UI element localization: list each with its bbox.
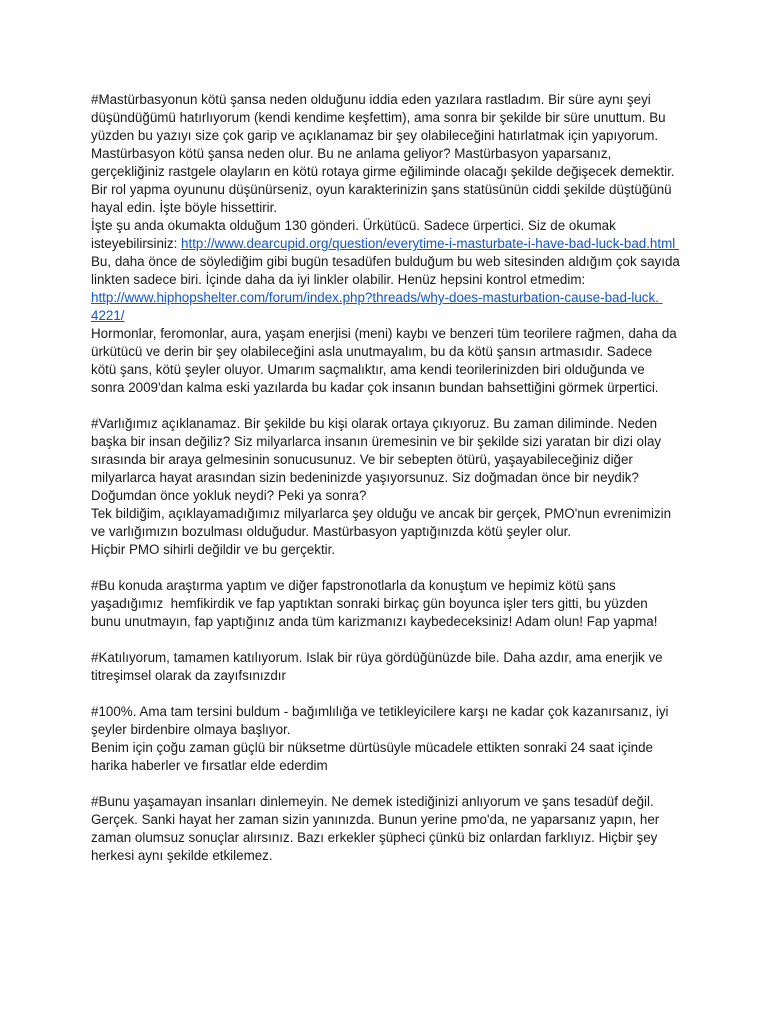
document-page	[91, 91, 684, 865]
comment-2-paragraph-1: #Varlığımız açıklanamaz. Bir şekilde bu kişi olarak ortaya çıkıyoruz. Bu zaman diliminde. Neden başka bir insan değiliz? Siz milyarlarca insanın üremesinin ve bir şekilde sizi yaratan bir dizi olay sırasında bir araya gelmesinin sonucusunuz. Ve bir sebepten ötürü, yaşayabileceğiniz diğer milyarlarca hayat arasından sizin bedeninizde yaşıyorsunuz. Siz doğmadan önce bir neydik? Doğumdan önce yokluk neydi? Peki ya sonra?	[91, 416, 665, 503]
comment-2-paragraph-2: Tek bildiğim, açıklayamadığımız milyarlarca şey olduğu ve ancak bir gerçek, PMO'nun evrenimizin ve varlığımızın bozulması olduğudur. Mastürbasyon yaptığınızda kötü şeyler olur.	[91, 506, 675, 539]
comment-3-paragraph-1: #Bu konuda araştırma yaptım ve diğer fapstronotlarla da konuştum ve hepimiz kötü şans yaşadığımız hemfikirdik ve fap yaptıktan sonraki birkaç gün boyunca işler ters gitti, bu yüzden bunu unutmayın, fap yaptığınız anda tüm karizmanızı kaybedeceksiniz! Adam olun! Fap yapma!	[91, 578, 658, 629]
spacer	[91, 685, 681, 703]
comment-3	[91, 577, 681, 631]
comment-4-paragraph-1: #Katılıyorum, tamamen katılıyorum. Islak bir rüya gördüğünüzde bile. Daha azdır, ama enerjik ve titreşimsel olarak da zayıfsınızdır	[91, 650, 667, 683]
comment-5	[91, 703, 681, 775]
comment-1-paragraph-1: #Mastürbasyonun kötü şansa neden olduğunu iddia eden yazılara rastladım. Bir süre aynı şeyi düşündüğümü hatırlıyorum (kendi kendime keşfettim), ama sonra bir şekilde bir süre unuttum. Bu yüzden bu yazıyı size çok garip ve açıklanamaz bir şey olabileceğini hatırlatmak için yapıyorum.	[91, 92, 670, 143]
comment-1	[91, 91, 684, 397]
comment-6	[91, 793, 681, 865]
comment-1-paragraph-2: Mastürbasyon kötü şansa neden olur. Bu ne anlama geliyor? Mastürbasyon yaparsanız, gerçekliğiniz rastgele olayların en kötü rotaya girme eğiliminde olacağı şekilde değişecek demektir. Bir rol yapma oyununu düşünürseniz, oyun karakterinizin şans statüsünün ciddi şekilde düştüğünü hayal edin. İşte böyle hissettirir.	[91, 146, 679, 215]
comment-1-paragraph-5: Hormonlar, feromonlar, aura, yaşam enerjisi (meni) kaybı ve benzeri tüm teorilere rağmen, daha da ürkütücü ve derin bir şey olabileceğini asla unutmayalım, bu da kötü şansın artmasıdır. Sadece kötü şans, kötü şeyler oluyor. Umarım saçmalıktır, ama kendi teorilerinizden biri olduğunda ve sonra 2009'dan kalma eski yazılarda bu kadar çok insanın bundan bahsettiğini görmek ürpertici.	[91, 326, 681, 395]
comment-5-paragraph-2: Benim için çoğu zaman güçlü bir nüksetme dürtüsüyle mücadele ettikten sonraki 24 saat içinde harika haberler ve fırsatlar elde ederdim	[91, 740, 657, 773]
comment-6-paragraph-1: #Bunu yaşamayan insanları dinlemeyin. Ne demek istediğinizi anlıyorum ve şans tesadüf değil. Gerçek. Sanki hayat her zaman sizin yanınızda. Bunun yerine pmo'da, ne yaparsanız yapın, her zaman olumsuz sonuçlar alırsınız. Bazı erkekler şüpheci çünkü biz onlardan farklıyız. Hiçbir şey herkesi aynı şekilde etkilemez.	[91, 794, 663, 863]
hiphopshelter-link[interactable]: http://www.hiphopshelter.com/forum/index.php?threads/why-does-masturbation-cause-bad-luck. 4221/	[91, 290, 663, 323]
spacer	[91, 775, 681, 793]
comment-5-paragraph-1: #100%. Ama tam tersini buldum - bağımlılığa ve tetikleyicilere karşı ne kadar çok kazanırsanız, iyi şeyler birdenbire olmaya başlıyor.	[91, 704, 673, 737]
spacer	[91, 559, 681, 577]
spacer	[91, 631, 681, 649]
comment-1-paragraph-4	[91, 289, 681, 325]
comment-2	[91, 415, 681, 559]
comment-1-paragraph-3	[91, 217, 684, 289]
comment-4	[91, 649, 681, 685]
comment-1-link-intro: İşte şu anda okumakta olduğum 130 gönderi. Ürkütücü. Sadece ürpertici. Siz de okumak isteyebilirsiniz:	[91, 218, 620, 251]
spacer	[91, 397, 681, 415]
dearcupid-link[interactable]: http://www.dearcupid.org/question/everytime-i-masturbate-i-have-bad-luck-bad.html	[181, 236, 679, 251]
comment-1-after-link-1: Bu, daha önce de söylediğim gibi bugün tesadüfen bulduğum bu web sitesinden aldığım çok sayıda linkten sadece biri. İçinde daha da iyi linkler olabilir. Henüz hepsini kontrol etmedim:	[91, 254, 684, 287]
comment-2-paragraph-3: Hiçbir PMO sihirli değildir ve bu gerçektir.	[91, 542, 336, 557]
